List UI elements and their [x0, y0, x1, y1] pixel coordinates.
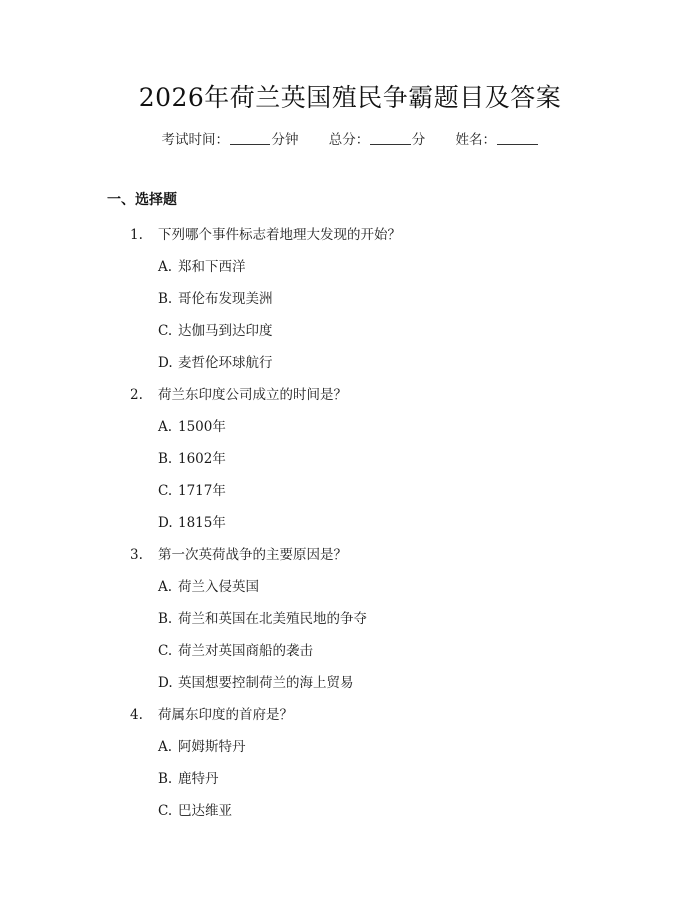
- option-text: 1602年: [178, 451, 226, 467]
- question-4-option-b: [0, 763, 700, 795]
- option-text: 阿姆斯特丹: [178, 739, 246, 755]
- exam-time-blank: [230, 130, 271, 145]
- option-text: 荷兰入侵英国: [178, 579, 259, 595]
- question-1-option-b: [0, 283, 700, 315]
- question-3-option-b: [0, 603, 700, 635]
- question-2-option-b: [0, 443, 700, 475]
- option-letter: C.: [158, 643, 173, 659]
- question-number: 2.: [130, 387, 143, 403]
- option-letter: A.: [158, 419, 173, 435]
- option-letter: A.: [158, 259, 173, 275]
- question-4-option-c: [0, 795, 700, 827]
- option-letter: A.: [158, 739, 173, 755]
- question-2-option-c: [0, 475, 700, 507]
- student-name-label: 姓名：: [455, 132, 497, 148]
- option-text: 1500年: [178, 419, 226, 435]
- option-letter: C.: [158, 323, 173, 339]
- question-1: [0, 219, 700, 251]
- option-letter: C.: [158, 483, 173, 499]
- exam-time-label: 考试时间：: [161, 132, 229, 148]
- option-text: 英国想要控制荷兰的海上贸易: [178, 675, 354, 691]
- question-1-option-a: [0, 251, 700, 283]
- option-text: 1815年: [178, 515, 226, 531]
- total-score-label: 总分：: [328, 132, 370, 148]
- question-3: [0, 539, 700, 571]
- option-text: 达伽马到达印度: [178, 323, 273, 339]
- question-stem: 第一次英荷战争的主要原因是？: [158, 547, 347, 563]
- question-stem: 荷属东印度的首府是？: [158, 707, 293, 723]
- question-3-option-a: [0, 571, 700, 603]
- question-3-option-c: [0, 635, 700, 667]
- option-text: 麦哲伦环球航行: [178, 355, 273, 371]
- question-2: [0, 379, 700, 411]
- student-name-blank: [497, 130, 538, 145]
- question-list: [0, 219, 700, 827]
- question-3-option-d: [0, 667, 700, 699]
- section-heading: 一、选择题: [107, 192, 177, 208]
- option-text: 郑和下西洋: [178, 259, 246, 275]
- option-text: 巴达维亚: [178, 803, 232, 819]
- question-number: 4.: [130, 707, 143, 723]
- question-number: 1.: [130, 227, 143, 243]
- question-1-option-d: [0, 347, 700, 379]
- option-letter: B.: [158, 611, 173, 627]
- exam-meta-line: [0, 130, 700, 150]
- exam-time-unit: 分钟: [271, 132, 299, 148]
- option-letter: B.: [158, 771, 173, 787]
- total-score-field: [329, 130, 426, 150]
- question-stem: 荷兰东印度公司成立的时间是？: [158, 387, 347, 403]
- option-text: 荷兰对英国商船的袭击: [178, 643, 313, 659]
- question-stem: 下列哪个事件标志着地理大发现的开始？: [158, 227, 401, 243]
- option-letter: D.: [158, 355, 173, 371]
- option-text: 哥伦布发现美洲: [178, 291, 273, 307]
- option-text: 鹿特丹: [178, 771, 219, 787]
- question-2-option-a: [0, 411, 700, 443]
- option-letter: B.: [158, 451, 173, 467]
- question-2-option-d: [0, 507, 700, 539]
- total-score-unit: 分: [411, 132, 426, 148]
- question-1-option-c: [0, 315, 700, 347]
- question-4: [0, 699, 700, 731]
- question-number: 3.: [130, 547, 143, 563]
- page-title: 2026年荷兰英国殖民争霸题目及答案: [138, 83, 562, 112]
- exam-time-field: [161, 130, 298, 150]
- student-name-field: [456, 130, 539, 150]
- option-letter: C.: [158, 803, 173, 819]
- option-letter: D.: [158, 515, 173, 531]
- total-score-blank: [370, 130, 411, 145]
- option-letter: B.: [158, 291, 173, 307]
- question-4-option-a: [0, 731, 700, 763]
- option-letter: D.: [158, 675, 173, 691]
- option-letter: A.: [158, 579, 173, 595]
- option-text: 1717年: [178, 483, 226, 499]
- option-text: 荷兰和英国在北美殖民地的争夺: [178, 611, 367, 627]
